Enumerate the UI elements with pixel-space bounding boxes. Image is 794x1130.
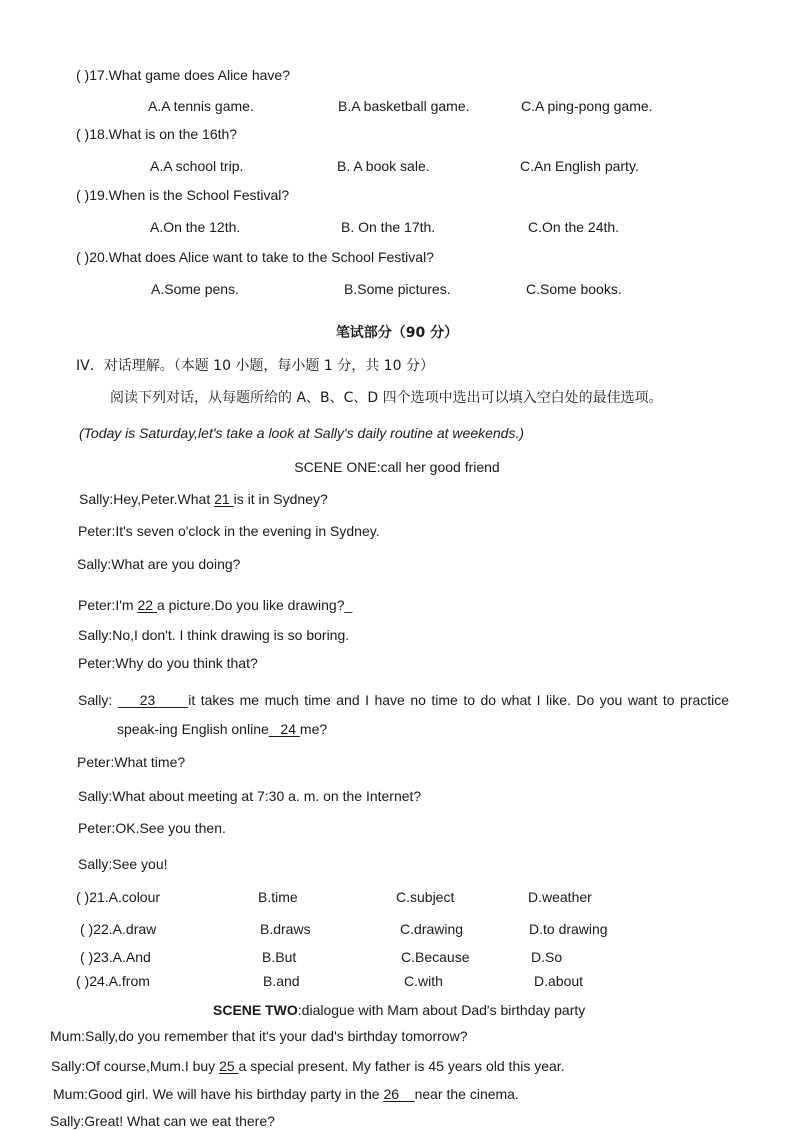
- dialogue-line: [117, 720, 327, 738]
- dialogue-line: [79, 490, 328, 508]
- question-24-option-b: B.and: [263, 973, 300, 989]
- question-21: ( )21.A.colour: [76, 889, 161, 905]
- scene-two-description: :dialogue with Mam about Dad's birthday party: [297, 1002, 586, 1018]
- question-17-option-a: A.A tennis game.: [148, 98, 254, 114]
- question-17-option-b: B.A basketball game.: [338, 98, 470, 114]
- dialogue-text: is it in Sydney?: [233, 491, 328, 507]
- dialogue-intro: (Today is Saturday,let's take a look at Sally's daily routine at weekends.): [79, 425, 525, 441]
- question-19-option-a: A.On the 12th.: [150, 219, 241, 235]
- question-17-stem: ( )17.What game does Alice have?: [76, 67, 291, 83]
- dialogue-text: Sally:Hey,Peter.What: [79, 491, 215, 507]
- dialogue-text: me?: [299, 721, 328, 737]
- dialogue-line: Sally:See you!: [78, 856, 168, 872]
- dialogue-line: [51, 1057, 565, 1075]
- question-20-option-c: C.Some books.: [526, 281, 622, 297]
- dialogue-line: [78, 596, 352, 614]
- scene-two-label: SCENE TWO: [213, 1002, 298, 1018]
- question-19-stem: ( )19.When is the School Festival?: [76, 187, 290, 203]
- question-20-option-a: A.Some pens.: [151, 281, 239, 297]
- dialogue-text: Mum:Good girl. We will have his birthday party in the: [53, 1086, 384, 1102]
- question-24-option-c: C.with: [404, 973, 443, 989]
- question-23-option-d: D.So: [531, 949, 563, 965]
- question-21-option-c: C.subject: [396, 889, 455, 905]
- dialogue-text: it takes me much time and I have no time to do what I like. Do you want to practice: [188, 692, 730, 708]
- dialogue-line: Peter:It's seven o'clock in the evening in Sydney.: [78, 523, 380, 539]
- question-21-option-d: D.weather: [528, 889, 592, 905]
- dialogue-line: Sally:Great! What can we eat there?: [50, 1113, 275, 1129]
- question-18-option-a: A.A school trip.: [150, 158, 244, 174]
- dialogue-text: Peter:I'm: [78, 597, 138, 613]
- question-20-stem: ( )20.What does Alice want to take to the School Festival?: [76, 249, 434, 265]
- dialogue-line: [78, 691, 729, 709]
- dialogue-text: speak-ing English online: [117, 721, 269, 737]
- dialogue-line: Sally:What about meeting at 7:30 a. m. on the Internet?: [78, 788, 422, 804]
- dialogue-line: Peter:OK.See you then.: [78, 820, 226, 836]
- dialogue-text: Sally:: [78, 692, 118, 708]
- question-18-option-b: B. A book sale.: [337, 158, 430, 174]
- dialogue-line: Sally:No,I don't. I think drawing is so boring.: [78, 627, 350, 643]
- question-24-option-d: D.about: [534, 973, 584, 989]
- section-4-instruction: 阅读下列对话，从每题所给的 A、B、C、D 四个选项中选出可以填入空白处的最佳选项。: [110, 390, 663, 406]
- question-23: ( )23.A.And: [80, 949, 151, 965]
- dialogue-line: Mum:Sally,do you remember that it's your dad's birthday tomorrow?: [50, 1028, 468, 1044]
- question-20-option-b: B.Some pictures.: [344, 281, 451, 297]
- dialogue-text: a picture.Do you like drawing?_: [156, 597, 353, 613]
- question-23-option-b: B.But: [262, 949, 297, 965]
- scene-two-title: [213, 1001, 585, 1019]
- question-22-option-d: D.to drawing: [529, 921, 608, 937]
- question-22: ( )22.A.draw: [80, 921, 157, 937]
- dialogue-line: Peter:Why do you think that?: [78, 655, 258, 671]
- blank-22: 22: [137, 597, 157, 613]
- dialogue-text: a special present. My father is 45 years old this year.: [238, 1058, 565, 1074]
- dialogue-text: Sally:Of course,Mum.I buy: [51, 1058, 220, 1074]
- question-17-option-c: C.A ping-pong game.: [521, 98, 653, 114]
- blank-21: 21: [214, 491, 234, 507]
- question-19-option-c: C.On the 24th.: [528, 219, 620, 235]
- dialogue-line: Peter:What time?: [77, 754, 186, 770]
- dialogue-line: Sally:What are you doing?: [77, 556, 241, 572]
- blank-23: 23: [117, 692, 189, 708]
- question-24: ( )24.A.from: [76, 973, 150, 989]
- section-4-heading: IV．对话理解。（本题 10 小题，每小题 1 分，共 10 分）: [76, 358, 434, 374]
- question-23-option-c: C.Because: [401, 949, 470, 965]
- question-22-option-c: C.drawing: [400, 921, 464, 937]
- blank-24: 24: [268, 721, 300, 737]
- blank-26: 26: [383, 1086, 415, 1102]
- blank-25: 25: [219, 1058, 239, 1074]
- question-18-option-c: C.An English party.: [520, 158, 639, 174]
- question-21-option-b: B.time: [258, 889, 298, 905]
- dialogue-text: near the cinema.: [414, 1086, 519, 1102]
- written-section-title: 笔试部分（90 分）: [335, 325, 459, 341]
- dialogue-line: [53, 1085, 519, 1103]
- question-19-option-b: B. On the 17th.: [341, 219, 436, 235]
- question-22-option-b: B.draws: [260, 921, 311, 937]
- question-18-stem: ( )18.What is on the 16th?: [76, 126, 238, 142]
- scene-one-title: SCENE ONE:call her good friend: [294, 459, 500, 475]
